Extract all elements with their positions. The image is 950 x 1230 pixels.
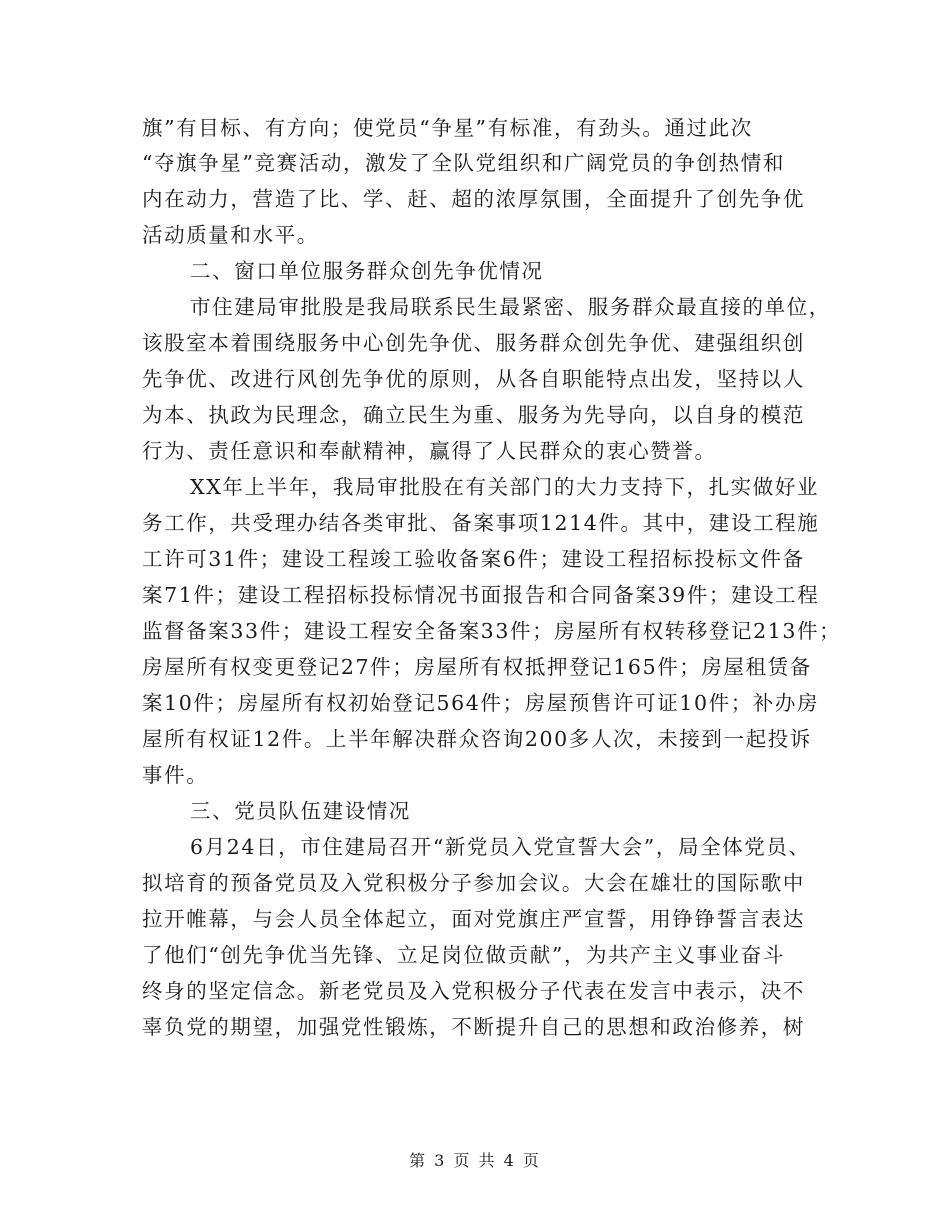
- section-heading: 三、党员队伍建设情况: [190, 799, 411, 823]
- text-line: 市住建局审批股是我局联系民生最紧密、服务群众最直接的单位，: [190, 295, 831, 319]
- text-line: 案10件；房屋所有权初始登记564件；房屋预售许可证10件；补办房: [142, 691, 820, 715]
- text-line: 屋所有权证12件。上半年解决群众咨询200多人次，未接到一起投诉: [142, 727, 812, 751]
- text-line: “夺旗争星”竞赛活动，激发了全队党组织和广阔党员的争创热情和: [142, 151, 785, 175]
- text-line: 房屋所有权变更登记27件；房屋所有权抵押登记165件；房屋租赁备: [142, 655, 812, 679]
- page-number-footer: 第 3 页 共 4 页: [409, 1151, 541, 1170]
- text-line: 拟培育的预备党员及入党积极分子参加会议。大会在雄壮的国际歌中: [142, 871, 805, 895]
- text-line: 终身的坚定信念。新老党员及入党积极分子代表在发言中表示，决不: [142, 979, 805, 1003]
- text-line: XX年上半年，我局审批股在有关部门的大力支持下，扎实做好业: [190, 475, 820, 499]
- text-line: 为本、执政为民理念，确立民生为重、服务为先导向，以自身的模范: [142, 403, 805, 427]
- text-line: 行为、责任意识和奉献精神，赢得了人民群众的衷心赞誉。: [142, 439, 717, 463]
- text-line: 先争优、改进行风创先争优的原则，从各自职能特点出发，坚持以人: [142, 367, 805, 391]
- text-line: 工许可31件；建设工程竣工验收备案6件；建设工程招标投标文件备: [142, 547, 805, 571]
- section-heading: 二、窗口单位服务群众创先争优情况: [190, 259, 544, 283]
- text-line: 6月24日，市住建局召开“新党员入党宣誓大会”，局全体党员、: [190, 835, 811, 859]
- text-line: 旗”有目标、有方向；使党员“争星”有标准，有劲头。通过此次: [142, 116, 753, 140]
- text-line: 监督备案33件；建设工程安全备案33件；房屋所有权转移登记213件；: [142, 619, 842, 643]
- text-line: 拉开帷幕，与会人员全体起立，面对党旗庄严宣誓，用铮铮誓言表达: [142, 907, 805, 931]
- text-line: 事件。: [142, 763, 209, 787]
- text-line: 了他们“创先争优当先锋、立足岗位做贡献”，为共产主义事业奋斗: [142, 943, 785, 967]
- text-line: 该股室本着围绕服务中心创先争优、服务群众创先争优、建强组织创: [142, 331, 805, 355]
- text-line: 务工作，共受理办结各类审批、备案事项1214件。其中，建设工程施: [142, 511, 820, 535]
- text-line: 活动质量和水平。: [142, 223, 319, 247]
- text-line: 辜负党的期望，加强党性锻炼，不断提升自己的思想和政治修养，树: [142, 1015, 805, 1039]
- text-line: 案71件；建设工程招标投标情况书面报告和合同备案39件；建设工程: [142, 583, 820, 607]
- text-line: 内在动力，营造了比、学、赶、超的浓厚氛围，全面提升了创先争优: [142, 187, 805, 211]
